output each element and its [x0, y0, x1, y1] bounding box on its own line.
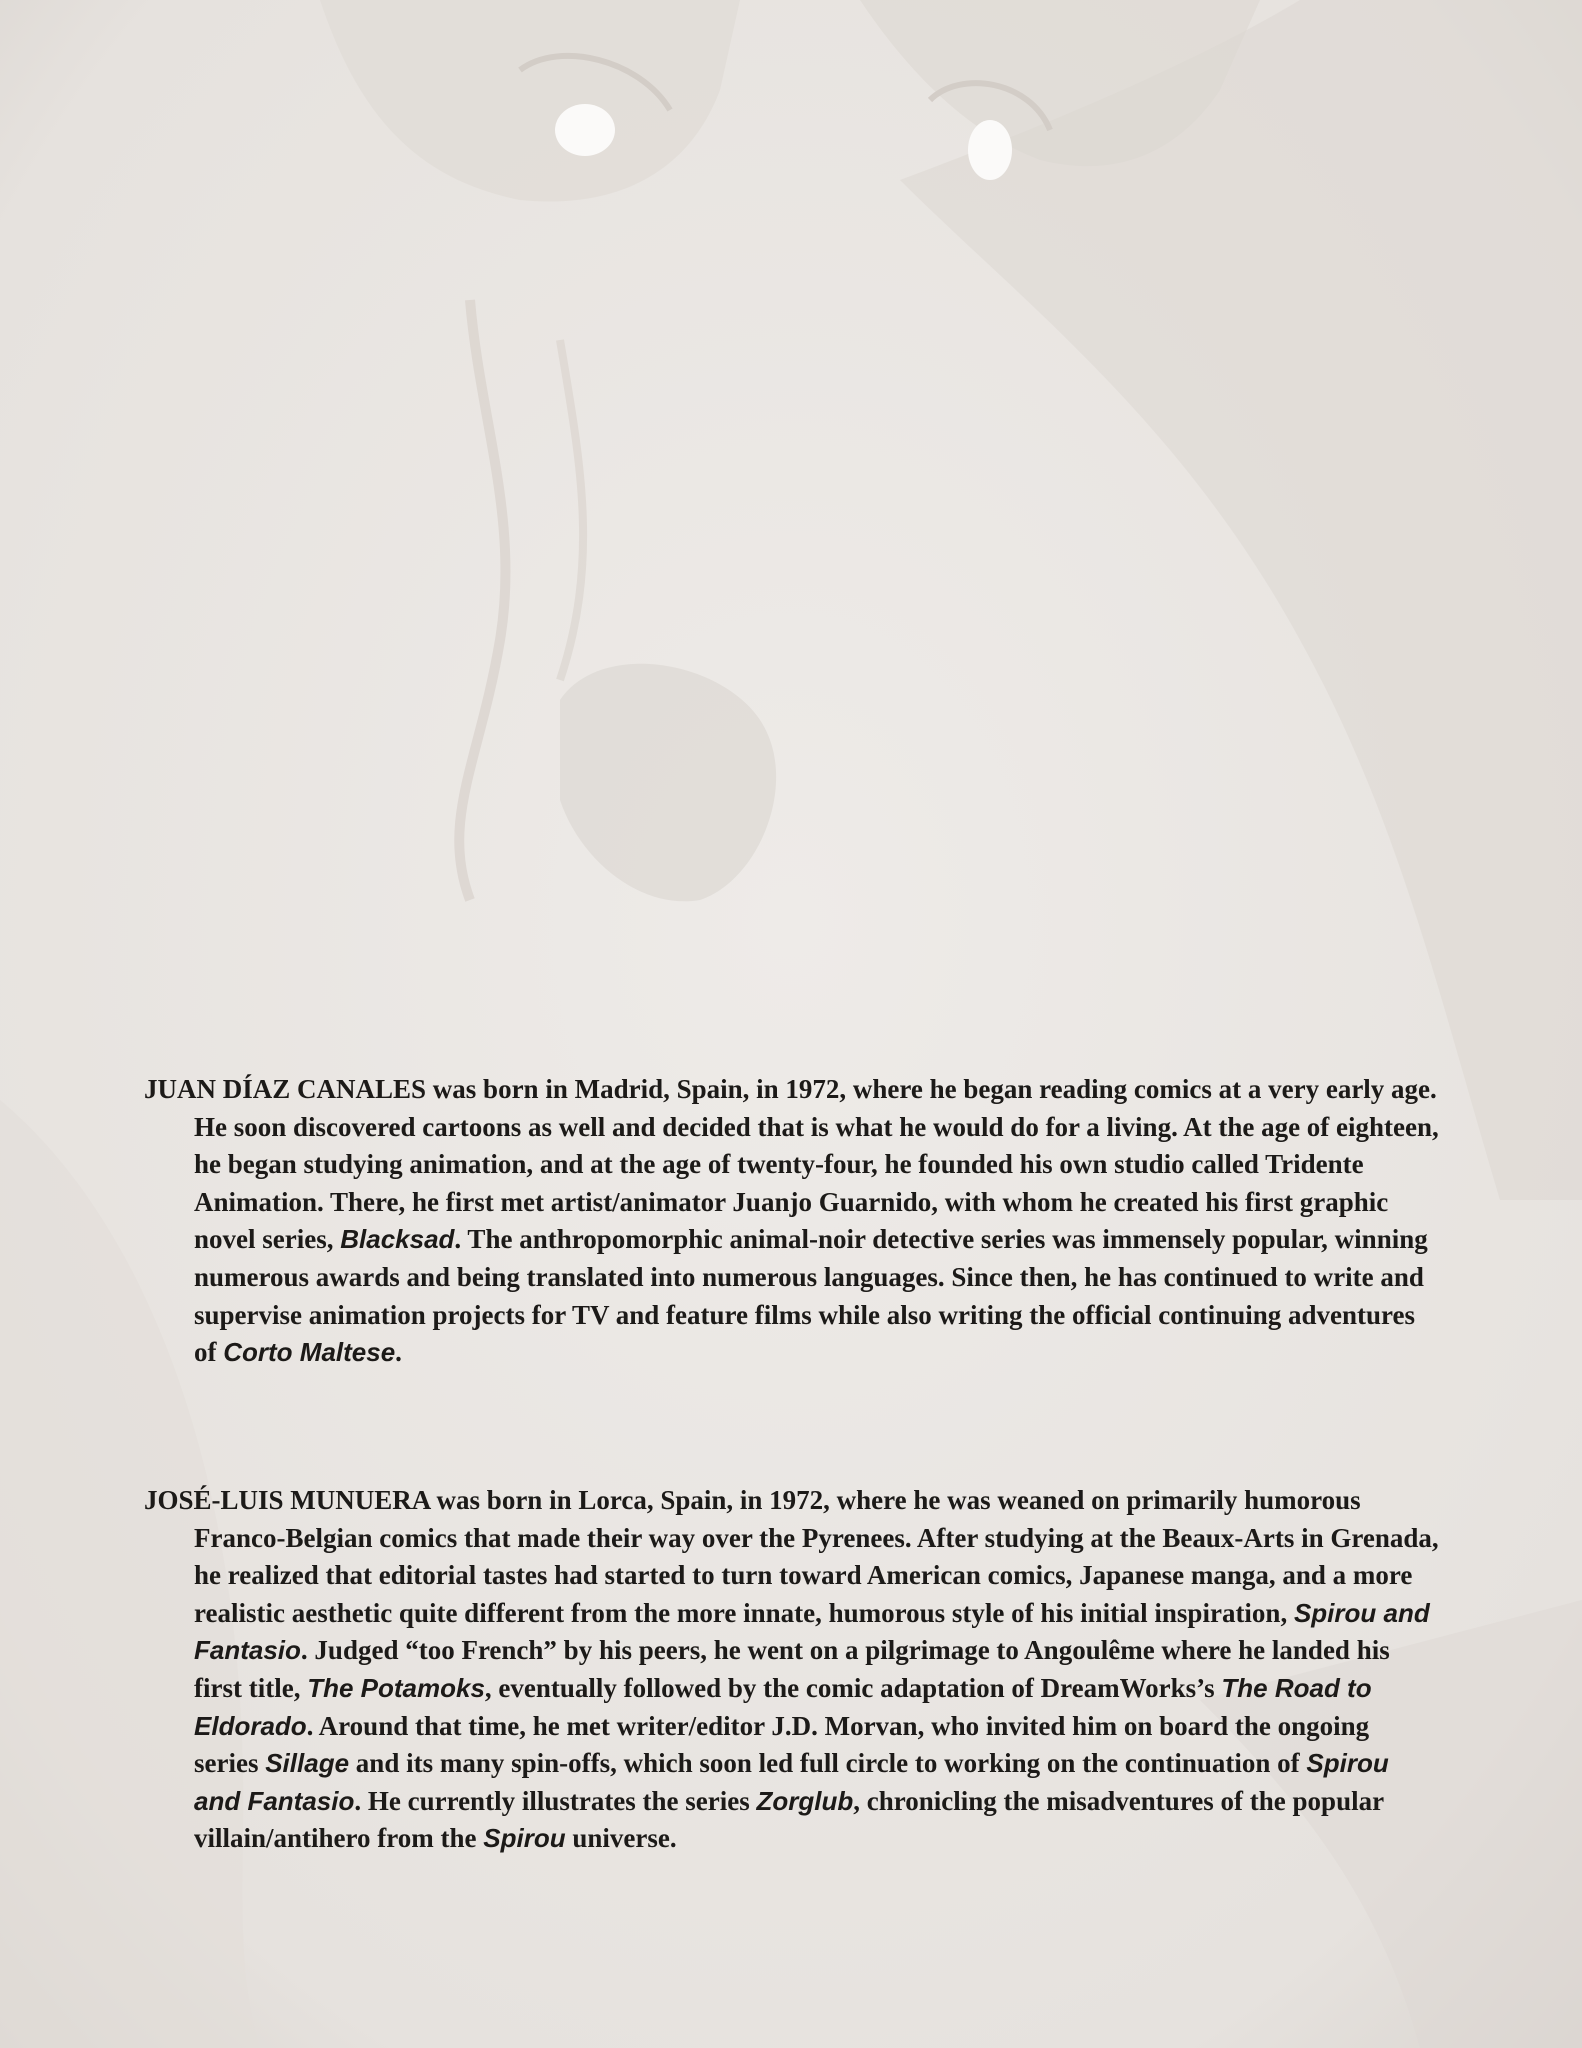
work-title: The Potamoks — [307, 1672, 485, 1703]
bio-text: universe. — [565, 1823, 677, 1854]
bio-text: . Around that time, he met writer/editor J.D. Morvan, who invited him on board the ongoing series — [194, 1710, 1370, 1779]
work-title: Corto Maltese — [223, 1337, 396, 1368]
author-name: JUAN DÍAZ CANALES — [144, 1074, 427, 1104]
work-title: Spirou and Fantasio — [194, 1597, 1430, 1666]
bio-text: , eventually followed by the comic adaptation of DreamWorks’s — [484, 1672, 1222, 1703]
bio-text: . Judged “too French” by his peers, he went on a pilgrimage to Angoulême where he landed his first title, — [194, 1635, 1390, 1703]
work-title: Spirou — [483, 1823, 566, 1854]
bio-text: , chronicling the misadventures of the popular villain/antihero from the — [194, 1785, 1384, 1854]
bio-text: . — [395, 1337, 402, 1368]
bio-text: and its many spin-offs, which soon led full circle to working on the continuation of — [349, 1748, 1307, 1779]
work-title: Spirou and Fantasio — [194, 1748, 1389, 1816]
bio-text: . The anthropomorphic animal-noir detective series was immensely popular, winning numerous awards and being translated into numerous languages. Since then, he has continued to write and supervise animation projects for TV and feature films while also writing the official continuing adventures of — [194, 1224, 1428, 1368]
author-bio-juan-diaz-canales — [144, 1071, 1440, 1372]
work-title: Blacksad — [340, 1224, 455, 1255]
bio-text: . He currently illustrates the series — [354, 1785, 757, 1816]
bio-text: was born in Lorca, Spain, in 1972, where he was weaned on primarily humorous Franco-Belgian comics that made their way over the Pyrenees. After studying at the Beaux-Arts in Grenada, he realized that editorial tastes had started to turn toward American comics, Japanese manga, and a more realistic aesthetic quite different from the more innate, humorous style of his initial inspiration, — [194, 1485, 1439, 1628]
bio-text: was born in Madrid, Spain, in 1972, where he began reading comics at a very early age. He soon discovered cartoons as well and decided that is what he would do for a living. At the age of eighteen, he began studying animation, and at the age of twenty-four, he founded his own studio called Tridente Animation. There, he first met artist/animator Juanjo Guarnido, with whom he created his first graphic novel series, — [194, 1074, 1439, 1255]
work-title: Sillage — [265, 1748, 350, 1779]
author-name: JOSÉ-LUIS MUNUERA — [144, 1485, 430, 1515]
work-title: The Road to Eldorado — [194, 1672, 1372, 1741]
author-bio-jose-luis-munuera — [144, 1482, 1440, 1858]
work-title: Zorglub — [756, 1785, 854, 1816]
